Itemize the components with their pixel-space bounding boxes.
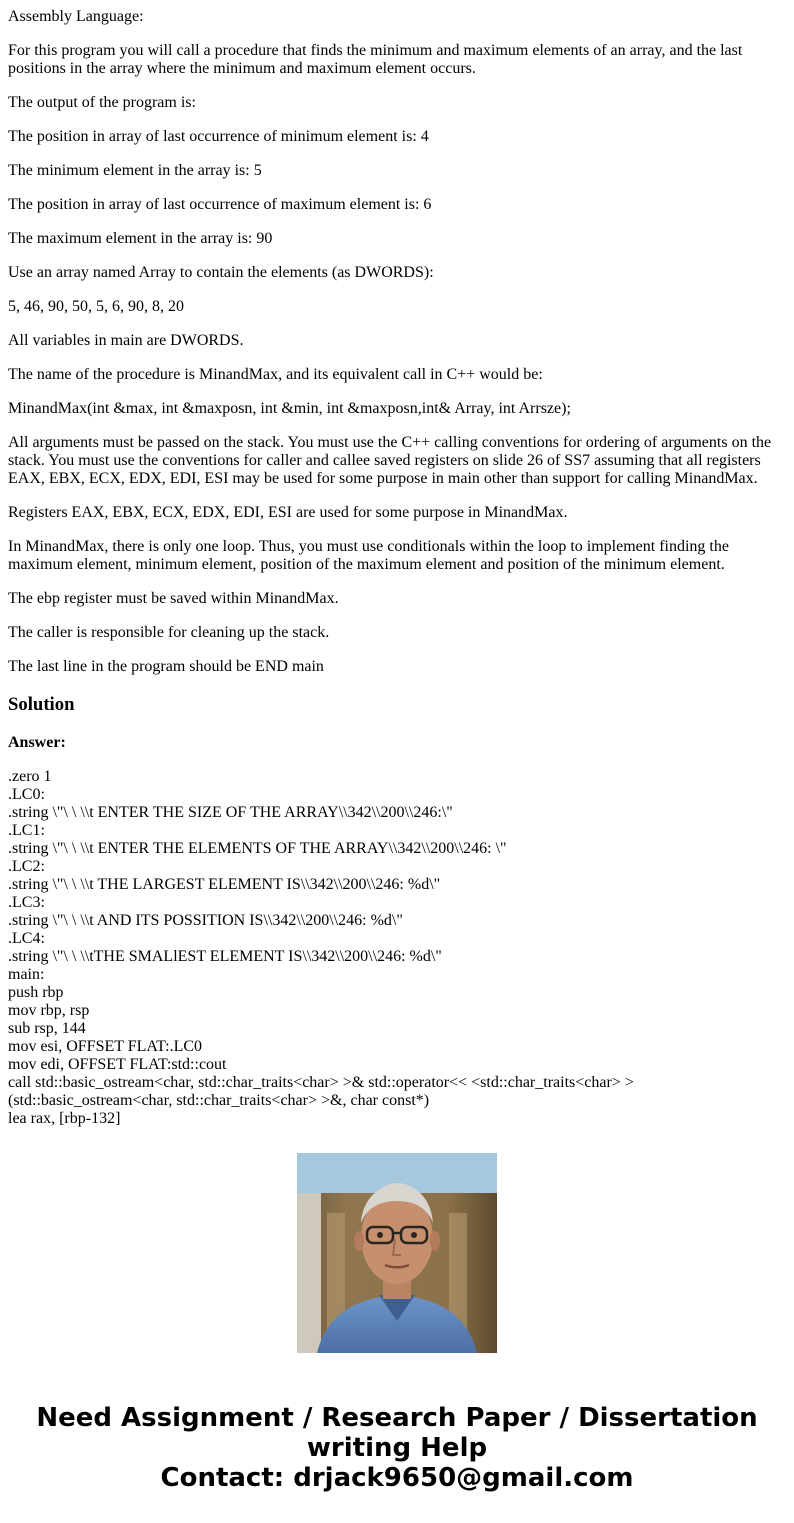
question-paragraph: The ebp register must be saved within MinandMax. [8, 590, 339, 607]
question-paragraph: The last line in the program should be END main [8, 658, 324, 675]
author-portrait-image [297, 1153, 497, 1353]
code-line: .string \"\ \ \\t ENTER THE SIZE OF THE ARRAY\\342\\200\\246:\" [8, 804, 453, 821]
code-line: mov edi, OFFSET FLAT:std::cout [8, 1056, 227, 1073]
code-line: .LC0: [8, 786, 45, 803]
question-paragraph: The position in array of last occurrence of maximum element is: 6 [8, 196, 432, 213]
question-paragraph: The caller is responsible for cleaning up the stack. [8, 624, 330, 641]
code-line: push rbp [8, 984, 64, 1001]
code-line: .string \"\ \ \\t ENTER THE ELEMENTS OF THE ARRAY\\342\\200\\246: \" [8, 840, 507, 857]
promo-line-2: writing Help [306, 1433, 488, 1463]
code-line: .LC1: [8, 822, 45, 839]
code-line: .LC4: [8, 930, 45, 947]
question-paragraph: All variables in main are DWORDS. [8, 332, 244, 349]
code-line: .LC3: [8, 894, 45, 911]
code-line: mov rbp, rsp [8, 1002, 90, 1019]
question-paragraph: The position in array of last occurrence of minimum element is: 4 [8, 128, 429, 145]
question-paragraph: Registers EAX, EBX, ECX, EDX, EDI, ESI are used for some purpose in MinandMax. [8, 504, 568, 521]
promo-contact: Contact: drjack9650@gmail.com [160, 1463, 634, 1493]
question-paragraph: Use an array named Array to contain the elements (as DWORDS): [8, 264, 434, 281]
code-line: main: [8, 966, 45, 983]
code-line: mov esi, OFFSET FLAT:.LC0 [8, 1038, 203, 1055]
question-paragraph: MinandMax(int &max, int &maxposn, int &min, int &maxposn,int& Array, int Arrsze); [8, 400, 571, 417]
solution-code [8, 768, 786, 1127]
question-paragraph: For this program you will call a procedure that finds the minimum and maximum elements of an array, and the last positions in the array where the minimum and maximum element occurs. [8, 42, 743, 77]
answer-label: Answer: [8, 734, 66, 751]
code-line: .string \"\ \ \\t THE LARGEST ELEMENT IS\\342\\200\\246: %d\" [8, 876, 441, 893]
question-paragraph: 5, 46, 90, 50, 5, 6, 90, 8, 20 [8, 298, 184, 315]
question-paragraph: The minimum element in the array is: 5 [8, 162, 262, 179]
question-paragraph: The output of the program is: [8, 94, 196, 111]
code-line: .LC2: [8, 858, 45, 875]
question-paragraph: In MinandMax, there is only one loop. Thus, you must use conditionals within the loop to implement finding the maximum element, minimum element, position of the maximum element and position of the minimum element. [8, 538, 729, 573]
code-line: .string \"\ \ \\tTHE SMALlEST ELEMENT IS\\342\\200\\246: %d\" [8, 948, 442, 965]
question-paragraph: The maximum element in the array is: 90 [8, 230, 273, 247]
author-photo [297, 1153, 497, 1353]
code-line: sub rsp, 144 [8, 1020, 86, 1037]
code-line: lea rax, [rbp-132] [8, 1110, 121, 1127]
code-line: .zero 1 [8, 768, 52, 785]
solution-heading: Solution [8, 694, 75, 715]
code-line: .string \"\ \ \\t AND ITS POSSITION IS\\342\\200\\246: %d\" [8, 912, 403, 929]
question-paragraph: Assembly Language: [8, 8, 144, 25]
question-content [8, 0, 786, 1127]
promo-banner [0, 1403, 794, 1493]
question-paragraph: The name of the procedure is MinandMax, and its equivalent call in C++ would be: [8, 366, 543, 383]
promo-line-1: Need Assignment / Research Paper / Dissertation [36, 1403, 758, 1433]
question-paragraph: All arguments must be passed on the stack. You must use the C++ calling conventions for ordering of arguments on the stack. You must use the conventions for caller and callee saved registers on slide 26 of SS7 assuming that all registers EAX, EBX, ECX, EDX, EDI, ESI may be used for some purpose in main other than support for calling MinandMax. [8, 434, 772, 487]
code-line: call std::basic_ostream<char, std::char_traits<char> >& std::operator<< <std::char_traits<char> >(std::basic_ostream<char, std::char_traits<char> >&, char const*) [8, 1074, 634, 1109]
